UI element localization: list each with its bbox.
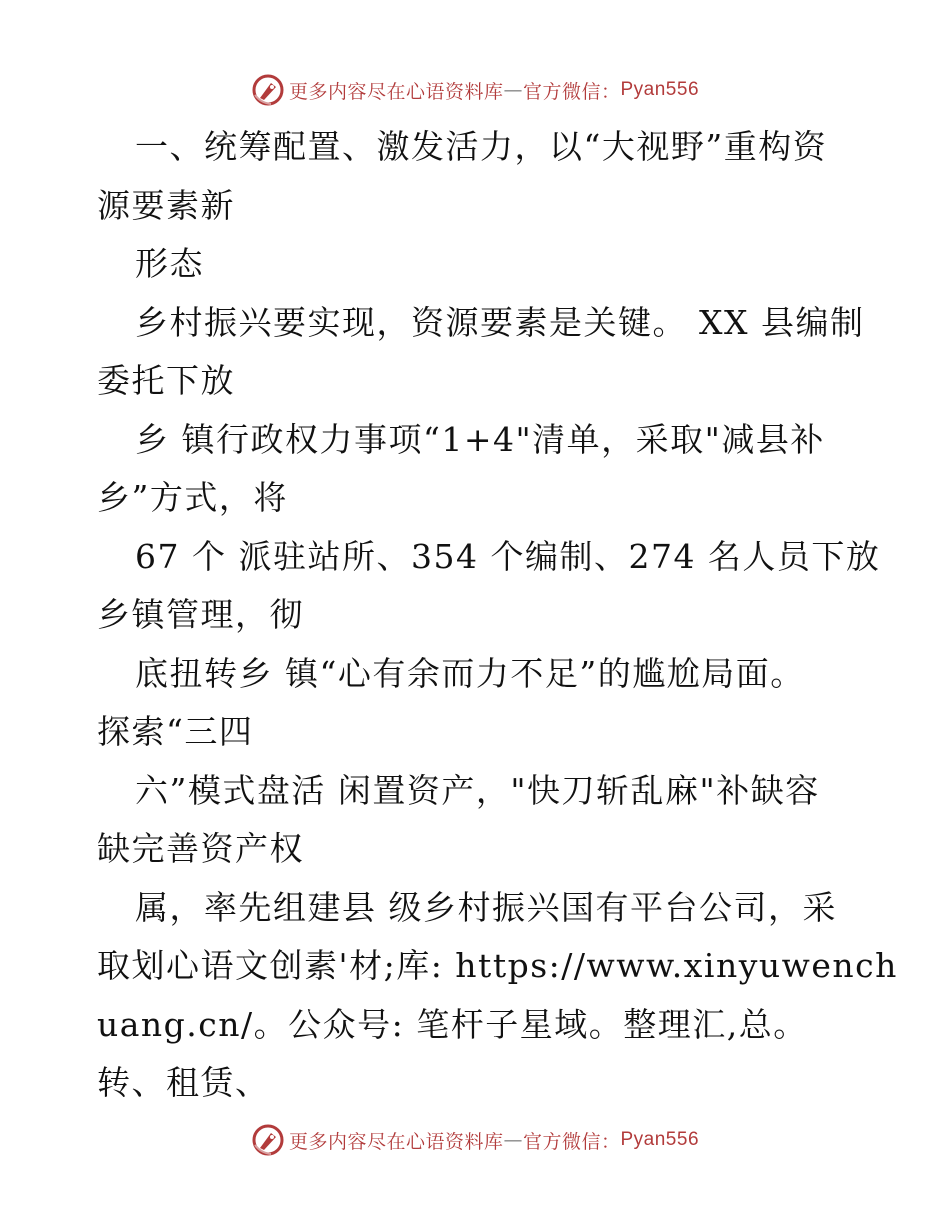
banner-wechat-label: 官方微信： bbox=[522, 1130, 621, 1153]
banner-dash: — bbox=[503, 1129, 523, 1151]
text-line: 67 个 派驻站所、354 个编制、274 名人员下放 bbox=[135, 536, 881, 576]
banner-wechat-id: Pyan556 bbox=[620, 79, 700, 100]
text-line: 乡 镇行政权力事项“1+4"清单，采取"减县补 bbox=[135, 419, 825, 459]
pen-nib-logo-icon bbox=[251, 73, 285, 107]
text-line: 底扭转乡 镇“心有余而力不足”的尴尬局面。 bbox=[135, 653, 805, 693]
banner-wechat-id: Pyan556 bbox=[620, 1129, 700, 1150]
text-line: 六”模式盘活 闲置资产，"快刀斩乱麻"补缺容 bbox=[135, 770, 820, 810]
pen-nib-logo-icon bbox=[251, 1123, 285, 1157]
text-line: 属，率先组建县 级乡村振兴国有平台公司，采 bbox=[135, 887, 837, 927]
text-line: 乡”方式，将 bbox=[97, 478, 288, 517]
text-line: 取划心语文创素'材;库: https://www.xinyuwench bbox=[97, 946, 898, 985]
document-body bbox=[97, 118, 898, 1113]
text-line: 乡镇管理，彻 bbox=[97, 595, 304, 634]
banner-wechat-label: 官方微信： bbox=[522, 80, 621, 103]
header-watermark-banner bbox=[0, 70, 950, 110]
text-line: 形态 bbox=[135, 244, 204, 283]
text-line: 缺完善资产权 bbox=[97, 829, 304, 868]
banner-dash: — bbox=[503, 79, 523, 101]
banner-main-text: 更多内容尽在心语资料库 bbox=[288, 80, 504, 103]
text-line: 一、统筹配置、激发活力，以“大视野”重构资 bbox=[135, 127, 828, 166]
text-line: 源要素新 bbox=[97, 185, 235, 225]
text-line: 乡村振兴要实现，资源要素是关键。 XX 县编制 bbox=[135, 302, 865, 342]
banner-main-text: 更多内容尽在心语资料库 bbox=[288, 1130, 504, 1153]
text-line: uang.cn/。公众号: 笔杆子星域。整理汇,总。 bbox=[97, 1004, 808, 1044]
text-line: 探索“三四 bbox=[97, 712, 254, 751]
text-line: 转、租赁、 bbox=[97, 1063, 270, 1102]
text-line: 委托下放 bbox=[97, 361, 235, 400]
footer-watermark-banner bbox=[0, 1120, 950, 1160]
